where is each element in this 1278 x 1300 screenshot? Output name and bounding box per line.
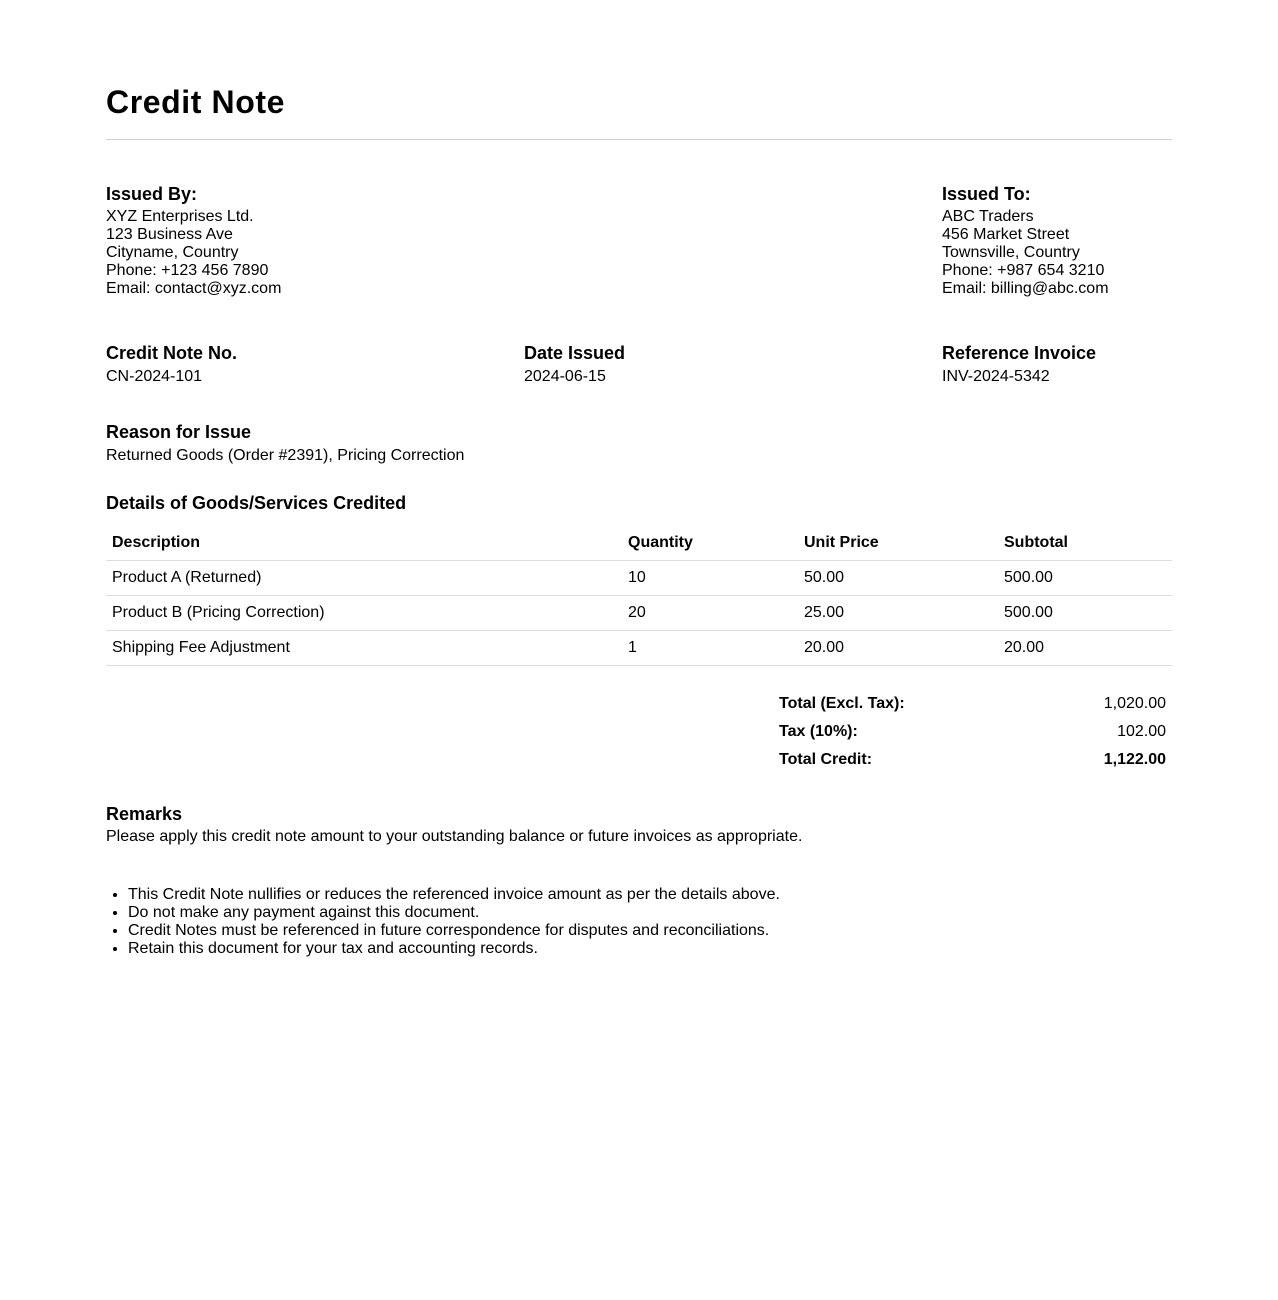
remarks-text: Please apply this credit note amount to your outstanding balance or future invoices as appropriate. (106, 828, 803, 845)
cell-subtotal: 500.00 (998, 561, 1172, 596)
credit-note-number-label: Credit Note No. (106, 343, 238, 363)
list-item: • This Credit Note nullifies or reduces the referenced invoice amount as per the details above. (128, 886, 780, 904)
issued-to-heading: Issued To: (942, 184, 1031, 204)
cell-subtotal: 500.00 (998, 596, 1172, 631)
cell-unit-price: 25.00 (798, 596, 998, 631)
list-item: • Credit Notes must be referenced in future correspondence for disputes and reconciliations. (128, 922, 780, 940)
column-header-unit-price: Unit Price (798, 525, 998, 561)
table-row (106, 561, 1172, 596)
list-item: • Do not make any payment against this document. (128, 904, 780, 922)
reason-for-issue (106, 421, 806, 465)
reference-invoice (942, 342, 1242, 386)
issued-by-city: Cityname, Country (106, 244, 239, 261)
date-issued-label: Date Issued (524, 343, 626, 363)
issued-by-company: XYZ Enterprises Ltd. (106, 208, 254, 225)
column-header-subtotal: Subtotal (998, 525, 1172, 561)
issued-by-block (106, 183, 506, 298)
table-header-row (106, 525, 1172, 561)
cell-subtotal: 20.00 (998, 631, 1172, 666)
table-row (106, 596, 1172, 631)
totals-block (779, 690, 1166, 774)
column-header-description: Description (106, 525, 622, 561)
date-issued (524, 342, 824, 386)
reference-invoice-value: INV-2024-5342 (942, 368, 1050, 385)
tax-value: 102.00 (1117, 723, 1166, 740)
credit-note-number (106, 342, 406, 386)
issued-to-company: ABC Traders (942, 208, 1034, 225)
issued-by-phone: Phone: +123 456 7890 (106, 262, 269, 279)
cell-quantity: 10 (622, 561, 798, 596)
reference-invoice-label: Reference Invoice (942, 343, 1097, 363)
table-row (106, 631, 1172, 666)
total-excl-tax-label: Total (Excl. Tax): (779, 695, 905, 712)
details-title: Details of Goods/Services Credited (106, 493, 407, 513)
tax-label: Tax (10%): (779, 723, 858, 740)
credit-note-number-value: CN-2024-101 (106, 368, 203, 385)
cell-unit-price: 50.00 (798, 561, 998, 596)
remarks-heading: Remarks (106, 804, 183, 824)
column-header-quantity: Quantity (622, 525, 798, 561)
issued-to-block (942, 183, 1172, 298)
remarks-section (106, 803, 1106, 846)
cell-unit-price: 20.00 (798, 631, 998, 666)
cell-description: Shipping Fee Adjustment (106, 631, 622, 666)
issued-to-phone: Phone: +987 654 3210 (942, 262, 1105, 279)
reason-label: Reason for Issue (106, 422, 252, 442)
items-table (106, 525, 1172, 666)
title-divider (106, 139, 1172, 140)
issued-by-heading: Issued By: (106, 184, 198, 204)
issued-to-email: Email: billing@abc.com (942, 280, 1109, 297)
reason-value: Returned Goods (Order #2391), Pricing Correction (106, 447, 465, 464)
total-credit-label: Total Credit: (779, 751, 873, 768)
cell-quantity: 1 (622, 631, 798, 666)
list-item: • Retain this document for your tax and accounting records. (128, 940, 780, 958)
total-credit-row (779, 746, 1166, 774)
tax-row (779, 718, 1166, 746)
total-excl-tax-value: 1,020.00 (1103, 695, 1166, 712)
total-credit-value: 1,122.00 (1103, 751, 1166, 768)
issued-by-email: Email: contact@xyz.com (106, 280, 282, 297)
date-issued-value: 2024-06-15 (524, 368, 606, 385)
page-title: Credit Note (106, 84, 286, 120)
total-excl-tax-row (779, 690, 1166, 718)
cell-description: Product A (Returned) (106, 561, 622, 596)
issued-by-street: 123 Business Ave (106, 226, 233, 243)
issued-to-city: Townsville, Country (942, 244, 1080, 261)
cell-description: Product B (Pricing Correction) (106, 596, 622, 631)
terms-list (106, 886, 780, 958)
cell-quantity: 20 (622, 596, 798, 631)
issued-to-street: 456 Market Street (942, 226, 1070, 243)
